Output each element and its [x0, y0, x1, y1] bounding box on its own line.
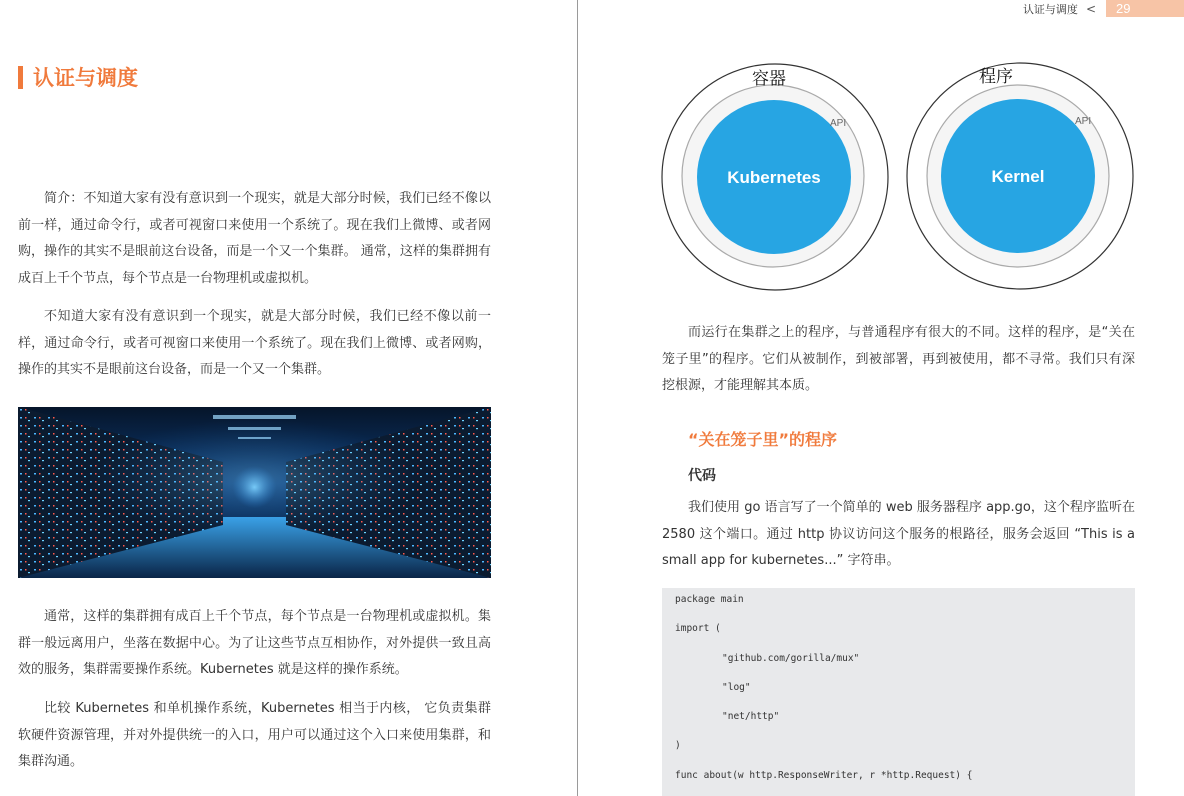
- body-paragraph: 比较 Kubernetes 和单机操作系统，Kubernetes 相当于内核， 它负责集群软硬件资源管理，并对外提供统一的入口，用户可以通过这个入口来使用集群，和集群沟通。: [18, 701, 491, 769]
- running-header: [1023, 0, 1184, 17]
- body-paragraph: 而运行在集群之上的程序，与普通程序有很大的不同。这样的程序，是“关在笼子里”的程序。它们从被制作，到被部署，再到被使用，都不寻常。我们只有深挖根源，才能理解其本质。: [662, 325, 1135, 393]
- outer-label: 程序: [979, 67, 1013, 87]
- core-label: Kernel: [991, 167, 1045, 186]
- code-line: "github.com/gorilla/mux": [722, 652, 860, 664]
- kubernetes-kernel-diagram: [658, 60, 1138, 292]
- chapter-heading: [18, 62, 138, 92]
- chapter-accent-bar: [18, 66, 23, 89]
- api-label: API: [830, 118, 847, 129]
- code-line: func about(w http.ResponseWriter, r *http.Request) {: [675, 769, 973, 781]
- previous-arrow-icon: <: [1085, 1, 1096, 16]
- outer-label: 容器: [752, 69, 786, 89]
- server-room-image: [18, 407, 491, 578]
- program-diagram: [907, 63, 1133, 289]
- code-line: import (: [675, 623, 721, 635]
- data-center-photo: [18, 407, 491, 578]
- code-line: package main: [675, 594, 744, 605]
- running-title: 认证与调度: [1022, 2, 1078, 16]
- container-diagram: [662, 64, 888, 290]
- core-label: Kubernetes: [727, 168, 821, 187]
- chapter-title: 认证与调度: [33, 66, 138, 90]
- section-heading: “关在笼子里”的程序: [688, 430, 838, 449]
- code-line: ): [675, 740, 681, 752]
- sub-heading: 代码: [688, 468, 716, 484]
- page-number: 29: [1106, 0, 1184, 17]
- intro-paragraph: 简介：不知道大家有没有意识到一个现实，就是大部分时候，我们已经不像以前一样，通过命令行，或者可视窗口来使用一个系统了。现在我们上微博、或者网购，操作的其实不是眼前这台设备，而是一个又一个集群。 通常，这样的集群拥有成百上千个节点，每个节点是一台物理机或虚拟机。: [18, 191, 491, 286]
- body-paragraph: 我们使用 go 语言写了一个简单的 web 服务器程序 app.go，这个程序监听在 2580 这个端口。通过 http 协议访问这个服务的根路径，服务会返回 “This is a small app for kubernetes...” 字符串。: [662, 500, 1135, 568]
- body-paragraph: 不知道大家有没有意识到一个现实，就是大部分时候，我们已经不像以前一样，通过命令行，或者可视窗口来使用一个系统了。现在我们上微博、或者网购，操作的其实不是眼前这台设备，而是一个又一个集群。: [18, 309, 491, 377]
- code-line: "log": [722, 681, 751, 693]
- body-paragraph: 通常，这样的集群拥有成百上千个节点，每个节点是一台物理机或虚拟机。集群一般远离用户，坐落在数据中心。为了让这些节点互相协作，对外提供一致且高效的服务，集群需要操作系统。Kubernetes 就是这样的操作系统。: [18, 609, 491, 677]
- code-line: "net/http": [722, 711, 780, 723]
- api-label: API: [1075, 116, 1092, 127]
- code-block: [662, 588, 1135, 796]
- page-divider: [577, 0, 578, 796]
